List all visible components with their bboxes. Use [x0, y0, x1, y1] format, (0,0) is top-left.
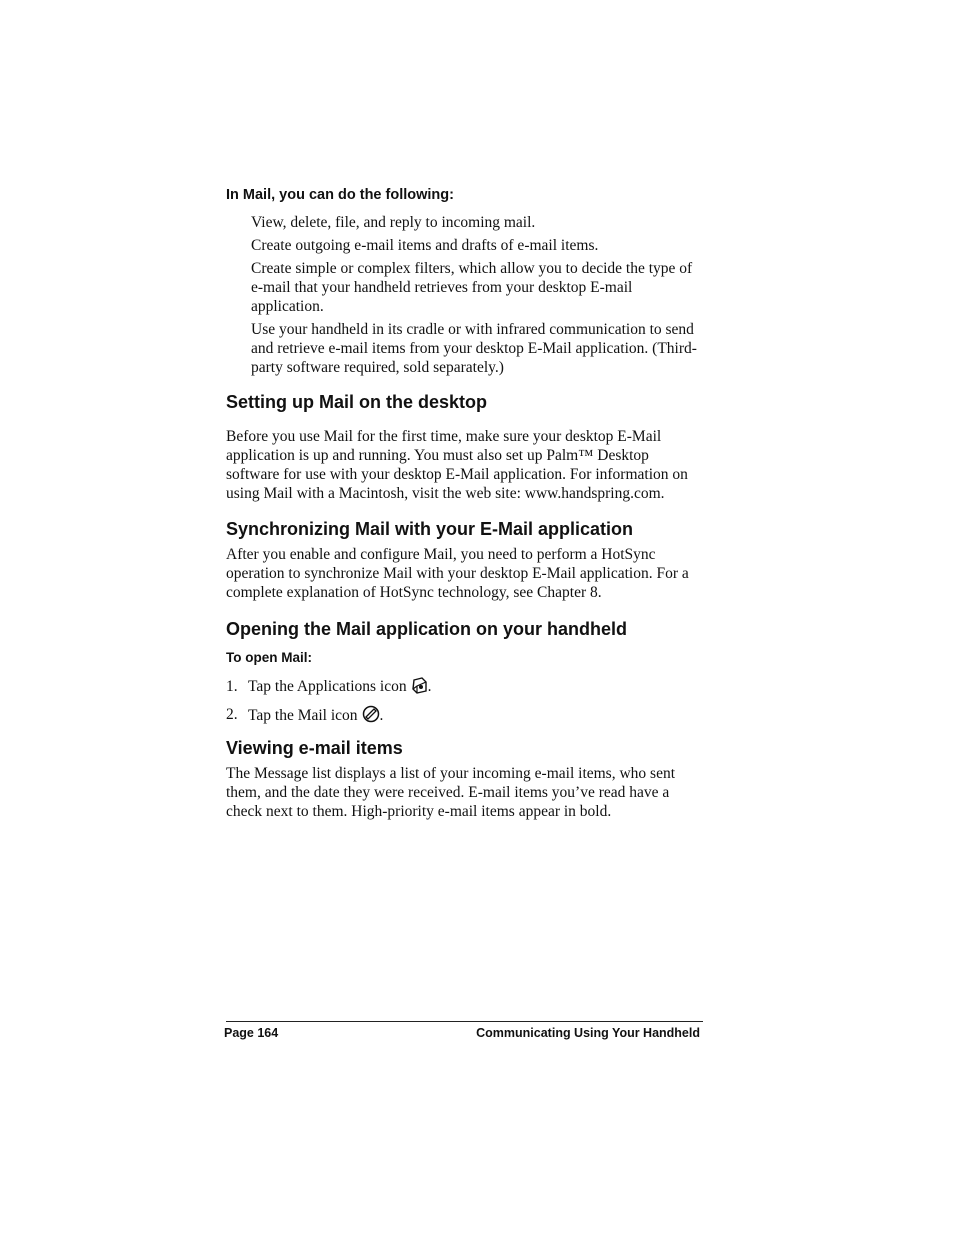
feature-list [226, 213, 704, 377]
step-text: Tap the Applications icon [248, 678, 407, 695]
section-heading-opening: Opening the Mail application on your handheld [226, 619, 628, 639]
section-heading-setup: Setting up Mail on the desktop [226, 392, 487, 412]
viewing-paragraph: The Message list displays a list of your incoming e-mail items, who sent them, and the date they were received. E-mail items you’ve read have a check next to them. High-priority e-mail items appear in bold. [226, 765, 676, 820]
step-number: 1. [226, 678, 238, 695]
page-content [226, 186, 704, 821]
list-item: Create simple or complex filters, which allow you to decide the type of e-mail that your handheld retrieves from your desktop E-mail application. [251, 260, 693, 315]
step-number: 2. [226, 706, 238, 723]
intro-heading: In Mail, you can do the following: [226, 187, 454, 203]
step-1: 1. Tap the Applications icon . [226, 677, 704, 699]
applications-icon [411, 677, 428, 699]
mail-icon [362, 705, 380, 728]
page-footer [224, 1021, 703, 1040]
steps-list [226, 677, 704, 728]
chapter-title: Communicating Using Your Handheld [476, 1026, 700, 1040]
section-heading-sync: Synchronizing Mail with your E-Mail application [226, 519, 634, 539]
list-item: Create outgoing e-mail items and drafts of e-mail items. [251, 237, 599, 254]
procedure-heading: To open Mail: [226, 650, 312, 665]
setup-paragraph: Before you use Mail for the first time, make sure your desktop E-Mail application is up and running. You must also set up Palm™ Desktop software for use with your desktop E-Mail application. For information on using Mail with a Macintosh, visit the web site: www.handspring.com. [226, 428, 688, 502]
step-2: 2. Tap the Mail icon . [226, 705, 704, 728]
list-item: Use your handheld in its cradle or with infrared communication to send and retrieve e-mail items from your desktop E-Mail application. (Third-party software required, sold separately.) [251, 321, 697, 376]
page-number: Page 164 [224, 1026, 279, 1040]
section-heading-viewing: Viewing e-mail items [226, 738, 403, 758]
step-text: Tap the Mail icon [248, 707, 358, 724]
list-item: View, delete, file, and reply to incoming mail. [251, 214, 536, 231]
sync-paragraph: After you enable and configure Mail, you need to perform a HotSync operation to synchronize Mail with your desktop E-Mail application. For a complete explanation of HotSync technology, see Chapter 8. [226, 546, 689, 601]
